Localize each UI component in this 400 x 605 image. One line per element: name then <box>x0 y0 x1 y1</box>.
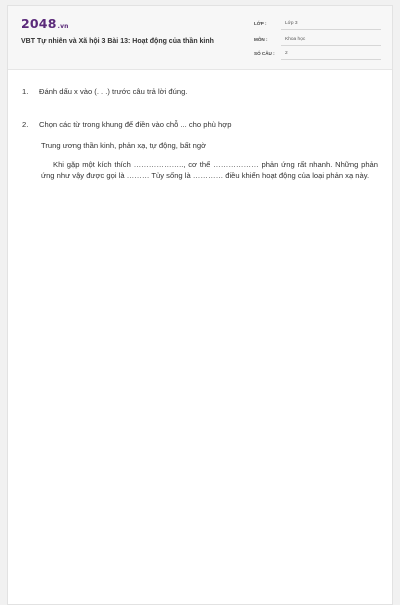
meta-value-count: 2 <box>285 51 288 56</box>
question-text: Đánh dấu x vào (. . .) trước câu trả lời đúng. <box>39 87 188 96</box>
worksheet-title: VBT Tự nhiên và Xã hội 3 Bài 13: Hoạt động của thần kinh <box>21 38 214 45</box>
meta-label-class: LỚP : <box>254 21 267 26</box>
fill-in-paragraph: Khi gặp một kích thích ……………….., cơ thể ……………… phản ứng rất nhanh. Những phản ứng như vậy được gọi là ……… Tủy sống là ………… điều khiển hoạt động của loại phản xạ này. <box>41 160 378 180</box>
meta-label-count: SỐ CÂU : <box>254 51 275 56</box>
question-number: 2. <box>22 120 29 129</box>
meta-value-class: Lớp 3 <box>285 21 298 26</box>
meta-value-subject: Khoa học <box>285 37 306 42</box>
meta-divider <box>281 45 381 46</box>
worksheet-header <box>8 6 392 70</box>
logo-text: 2048 <box>21 16 57 31</box>
meta-label-subject: MÔN : <box>254 37 268 42</box>
site-logo[interactable] <box>21 16 69 31</box>
question-text: Chọn các từ trong khung để điền vào chỗ ... cho phù hợp <box>39 120 232 129</box>
meta-divider <box>281 59 381 60</box>
logo-suffix: .vn <box>57 23 69 30</box>
worksheet-page <box>7 5 393 605</box>
question-number: 1. <box>22 87 29 96</box>
word-bank: Trung ương thần kinh, phản xạ, tự động, bất ngờ <box>41 141 207 150</box>
meta-divider <box>281 29 381 30</box>
